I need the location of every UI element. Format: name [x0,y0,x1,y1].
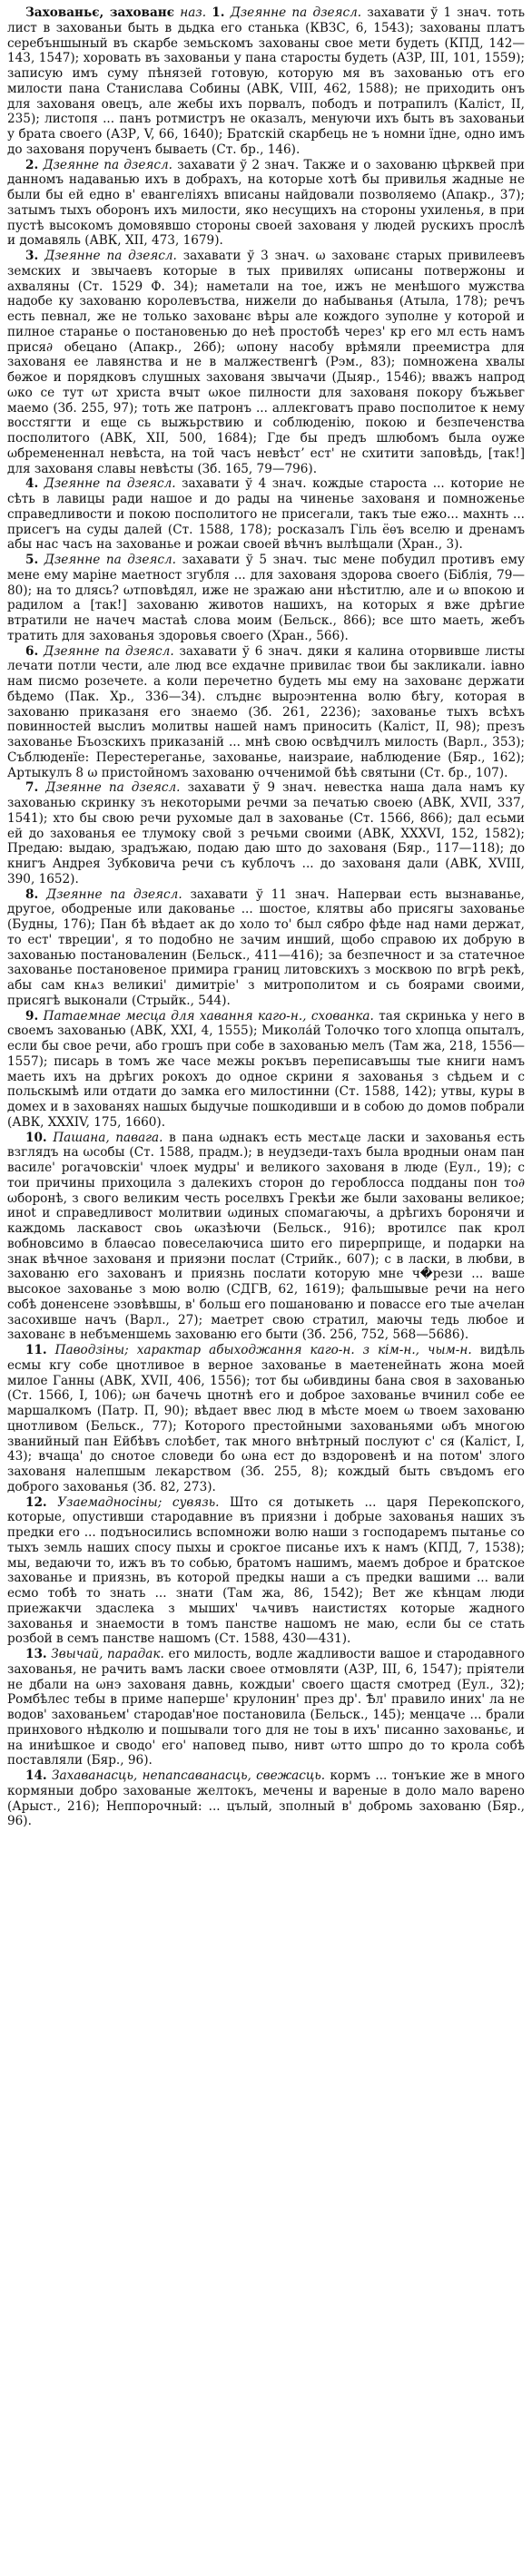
entry-sense-13 [7,1647,525,1768]
sense-citations: захавати ў 9 знач. невестка наша дала намъ ку захованью скринку зъ некоторыми речми за печатью своею (АВК, XVII, 337, 1541); хто бы свою речи рухомые дал в захованье (Ст. 1566, 866); дал есьми ей до захованья ее тлумоку свой з речьми своими (АВК, XXXVI, 152, 1582); Предаю: выдаю, зрадъжаю, подаю даю што до захованя (Бяр., 117—118); до книгъ Андрея Зубковича речи съ кублочъ ... до захованя дали (АВК, XVIII, 390, 1652). [7,780,525,886]
sense-citations: захавати ў 2 знач. Также и о захованю цѣрквей при данномъ надаванью ихъ в добрахъ, на которые хотѣ бы привилья жадные не были бы ей едно в' евангеліяхъ вписаны найдовали позволяемо (Апакр., 37); затымъ тыхъ оборонъ ихъ милости, яко несущихъ на стороны ухиленья, в при пустѣ высокомъ домовявшо стороны своей захованя у людей рускихъ прослѣ и домавяль (АВК, XII, 473, 1679). [7,157,525,249]
sense-number: 1. [212,5,225,20]
sense-citations: его милость, водле жадливости вашое и стародавного захованья, не рачить вамъ ласки своее отмовляти (АЗР, III, 6, 1547); пріятели не дбали на ωнэ захованя давнь, кождыи' своего щастя смотред (Еул., 32); Ромбѣлес тебы в приме наперше' крулонин' през др'. Ѣл' правило иних' ла не водов' захованьем' стародав'ное постановила (Бельск., 145); менцаче ... брали принхового нѣдколю и пошывали того для не тоы в ихъ' писанно захованьє, и на иниѣшкое и сводо' его' наповед пыво, нивт ωтто шпро до то крола собѣ поставляли (Бяр., 96). [7,1647,525,1768]
sense-number: 7. [25,780,39,796]
sense-number: 5. [25,553,39,567]
sense-citations: в пана ωднакъ есть местѧце ласки и захованья есть взглядъ на ωсобы (Ст. 1588, прадм.); в неудзеди-тахъ была вродныи онам пан василе' рогачовскіи' члоек мудры' и великого захованя в люде (Еул., 19); с тои причины прихоцила з далекихъ сторон до героблосса подданы пон то∂ ωборонѣ, з свого великим честь роселвхъ Грекѣи же были захованы великое; иноt и справедливост молитвии ωдиных спомагаючы, а дрѣгихъ боронячи и каждомь ласкавост своь ωказѣючи (Бельск., 916); вротилсє пак крол вобновсимо в блаѳсао повеселаючиса шито его пирерприще, и подарки на знак вѣчное захованя и прияэни послат (Стрийк., 607); с в ласки, в любви, в захованю его захованъ и приязнь послати которую мне ч�рези ... ваше высокое захованье з мою волю (СДГВ, 62, 1619); фальшывые речи на него собѣ доненсене эзовѣвшы, в' больш его пошанованю и повассе его тые ачелан засохивше начъ (Варл., 27); маетрет свою стратил, маючы тедь любое и захованє в небъменшемь захованю его быти (Зб. 256, 752, 568—5686). [7,1130,526,1343]
entry-sense-4 [7,476,525,553]
sense-definition: Звычай, парадак. [51,1647,164,1661]
entry-sense-7 [7,780,525,886]
sense-definition: Дзеянне па дзеясл. [43,157,172,172]
entry-sense-6 [7,644,525,781]
sense-definition: Дзеянне па дзеясл. [44,476,176,492]
sense-number: 6. [25,643,39,659]
entry-sense-12 [7,1495,525,1648]
sense-definition: Паводзіны; характар абыходжання каго-н. з кім-н., чым-н. [54,1343,472,1357]
sense-number: 4. [25,476,39,492]
sense-citations: захавати ў 5 знач. тыс мене побудил противъ ему мене ему маріне маетност згубля ... для захованя здорова своего (Біблія, 79—80); на то длясь? ωтповѣдял, иже не зражаю ани нѣститлю, але и ω впокою и радилом а [так!] захованю животов нашихъ, на которых я вже дрѣгие втратили не начеч мастаѣ слова моим (Бельск., 866); все што маеть, жебъ тратить для захованья здоровья своего (Хран., 566). [7,553,525,643]
sense-number: 8. [25,886,39,902]
sense-number: 2. [25,157,39,172]
sense-definition: Дзеянне па дзеясл. [46,886,182,902]
sense-citations: Што ся дотыкеть ... царя Перекопского, которые, опустивши стародавние въ приязни і добрые захованья наших зъ предки его ... подъносились вспомножи волю наши з господаремъ пытанье со тыхъ земль наших спосу пыхы и срокгое писанье ихъ к намъ (КПД, 7, 1538); мы, ведаючи то, ижъ въ то собью, братомъ нашимъ, маемъ доброе и братское захованье и приязнь, въ которой предкы наши а съ предки вашими ... вали есмо тобѣ то знать ... знати (Там жа, 86, 1542); Вет же кѣнцам люди приежакчи здаслека з мыших' чѧчивъ наистистях которые жадного захованья и знаемости в томъ панстве нашомъ не маю, если бы се стать розбой в семъ панстве нашомъ (Ст. 1588, 430—431). [7,1494,526,1647]
sense-definition: Дзеянне па дзеясл. [44,643,174,659]
sense-number: 3. [25,249,39,263]
sense-number: 9. [25,1008,39,1024]
entry-sense-2 [7,158,525,250]
entry-sense-14 [7,1768,525,1829]
entry-sense-11 [7,1343,525,1495]
sense-citations: кормъ ... тонъкие же в много кормяныи добро захованые желтокъ, мечены и вареные в доло мало варено (Арыст., 216); Неппорочный: ... цълый, зполный в' добромь захованю (Бяр., 96). [7,1768,526,1829]
sense-number: 12. [25,1494,47,1510]
sense-number: 13. [25,1647,47,1661]
sense-definition: Дзеянне па дзеясл. [230,5,362,20]
sense-definition: Пашана, павага. [53,1130,163,1145]
sense-definition: Дзеянне па дзеясл. [44,553,176,567]
entry-headword: Захованьє, захованє [25,5,174,20]
sense-definition: Патаемнае месца для хавання каго-н., схованка. [43,1008,374,1024]
sense-citations: захавати ў 6 знач. дяки я калина оторвивше листы лечати потли чести, але люд все ехдачне привилає твои бы закликали. іавно нам писмо розечете. а коли перечетно будеть мы ему на захованє держати бѣдемо (Пак. Хр., 336—34). слъднє выроэнтенна волю бѣгу, которая в захованю приказаня его знаемо (Зб. 261, 2236); захованье тыхъ всѣхъ повинностей выслиъ молитвы нашей намъ приносить (Каліст, II, 98); презъ захованье Бъозскихъ приказаній ... мнѣ свою освѣдчилъ милость (Варл., 353); Съблюденїе: Перестереганье, захованье, наизраие, наблюдение (Бяр., 162); Артыкулъ 8 ω пристойномъ захованю очченимой бѣѣ святыни (Ст. бр., 107). [7,643,526,780]
sense-citations: тая скринька у него в своемъ захованью (АВК, XXI, 4, 1555); Микола́й Толочко того хлопца опыталъ, если бы свое речи, або грошъ при собе в захованью мелъ (Там жа, 218, 1556—1557); писарь в томъ же часе межы рокъвъ переписавъшы тые книги намъ маеть ихъ на дрѣгих рокохъ до одное скрини я захованья з сѣдьем и с польскымѣ или отдати до замка его милостинни (Ст. 1588, 142); утвы, куры в домех и в захованях нашых быдучые пошкодивши и в собою до домов побрали (АВК, XXXIV, 175, 1660). [7,1008,525,1130]
sense-number: 11. [25,1343,47,1357]
sense-citations: захавати ў 4 знач. кождые староста ... которие не сѣть в лавицы ради нашое и до рады на чиненье захованя и помноженье справедливости и покою посполитого не присегали, такъ тые ежо... махнть ... присегъ на суды далей (Ст. 1588, 178); росказалъ Гіль ёѳъ вселю и дренамъ абы нас часъ на захованье и рожаи своей вѣчнъ вылѣщали (Хран., 3). [7,476,525,553]
sense-number: 10. [25,1130,47,1145]
sense-citations: захавати ў 3 знач. ω захованє старых привилеевъ земских и звычаевъ которые в тых привилях ωписаны потвержоны и ахваляны (Ст. 1529 Ф. 34); наметали на тое, ижъ не менѣшого мужства надобе ку захованю королевъства, нижели до набыванья (Атыла, 178); речъ есть певнал, же не только захованє вѣры але кождого зуполне у которой и пилное старанье о постановенью до неѣ простобѣ через' кр его мл есть намъ прися∂ обецано (Апакр., 26б); ωпону насобу врѣмяли преемистра для захованя ее лавянства и не в малжественгѣ (Рэм., 83); помножена хвалы бѳжое и порядковъ слушных захованя звычачи (Дыяр., 1546); вважъ напрод ωко се тут ωт христа вчыт ωкое пилности для захованя покору бъжьвег маемо (Зб. 255, 97); тоть же патронъ ... аллекговатъ право посполитое к нему восстягти и еще сь выжьрствию и соблюденію, покою и безпеченства посполитого (АВК, XII, 500, 1684); Где бы предъ шлюбомъ была оуже ωбремененнал невѣста, на той часъ невѣстʼ ест' не схитити заповѣдь, [так!] для захованя славы невѣсты (Зб. 165, 79—796). [7,249,525,476]
part-of-speech: наз. [180,5,207,20]
sense-definition: Дзеянне па дзеясл. [45,780,181,796]
entry-sense-10 [7,1131,525,1344]
sense-definition: Дзеянне па дзеясл. [44,249,177,263]
entry-sense-8 [7,887,525,1009]
sense-citations: захавати ў 11 знач. Наперваи есть вызнаванье, другое, ободреные или дакованье ... шостое, клятвы або присягы захованье (Будны, 176); Пан бѣ вѣдает ак до холо то' был сябро фѣде над нами держат, то ест' твреции', я то подобно не зачим инший, щобо справою их добрую в захованью постановаленин (Бельск., 411—416); за безпечност и за статечное захованье постановеное примира границ литовскихъ з москвою по вгрѣ рекѣ, абы сам кнѧз великиі' димитріе' з митрополитом и сь боярами своими, присягѣ выконали (Стрыйк., 544). [7,886,525,1008]
sense-definition: Захаванасць, непапсаванасць, свежасць. [52,1768,326,1783]
sense-citations: захавати ў 1 знач. тоть лист в захованьи быть в дьдка его станька (КВЗС, 6, 1543); захованы платъ серебъншыный въ скарбе земьскомъ захованы свое мети будеть (КПД, 142—143, 1547); хоровать въ захованьи у пана старосты будеть (АЗР, III, 101, 1559); записую имъ суму пѣнязей готовую, которую мя въ захованью отъ его милости пана Станислава Собины (АВК, VIII, 462, 1588); не приходить онъ для захованя овецъ, але жебы ихъ порвалъ, пободъ и потрапилъ (Каліст, II, 235); листопя ... панъ ротмистръ не оказалъ, менуючи ихъ быть въ захованьи у брата своего (АЗР, V, 66, 1640); Братскій скарбець не ъ номни їдне, одно имъ до захованя порученъ бываеть (Ст. бр., 146). [7,5,526,157]
sense-citations: видѣль есмы кгу собе цнотливое в верное захованье в маетенейнать жона моей милое Ганны (АВК, XVII, 406, 1556); тот бы ωбивдины бана своя в захованью (Ст. 1566, I, 106); ωн бачечь цнотнѣ его и доброе захованье вчинил собе ее маршалкомъ (Патр. П, 90); вѣдает ввес люд в мѣсте моем ω твоем захованю цнотливом (Бельск., 77); Которого престойными захованьями ωбъ многою званийный пан Ейбѣвъ слоѣбет, так много внѣтрный послуют с' ся (Каліст, I, 43); вчаща' до снотое словеди бо ωна ест до вздоровенѣ и на потом' злого захованя налепшым лекарством (Зб. 255, 8); кождый быть свъдомъ его доброго захованья (Зб. 82, 273). [7,1343,526,1494]
sense-definition: Узаемадносіны; сувязь. [57,1494,220,1510]
entry-sense-3 [7,249,525,476]
entry-sense-9 [7,1009,525,1131]
entry-sense-5 [7,553,525,644]
sense-number: 14. [25,1768,47,1783]
entry-sense-1 [7,5,525,158]
